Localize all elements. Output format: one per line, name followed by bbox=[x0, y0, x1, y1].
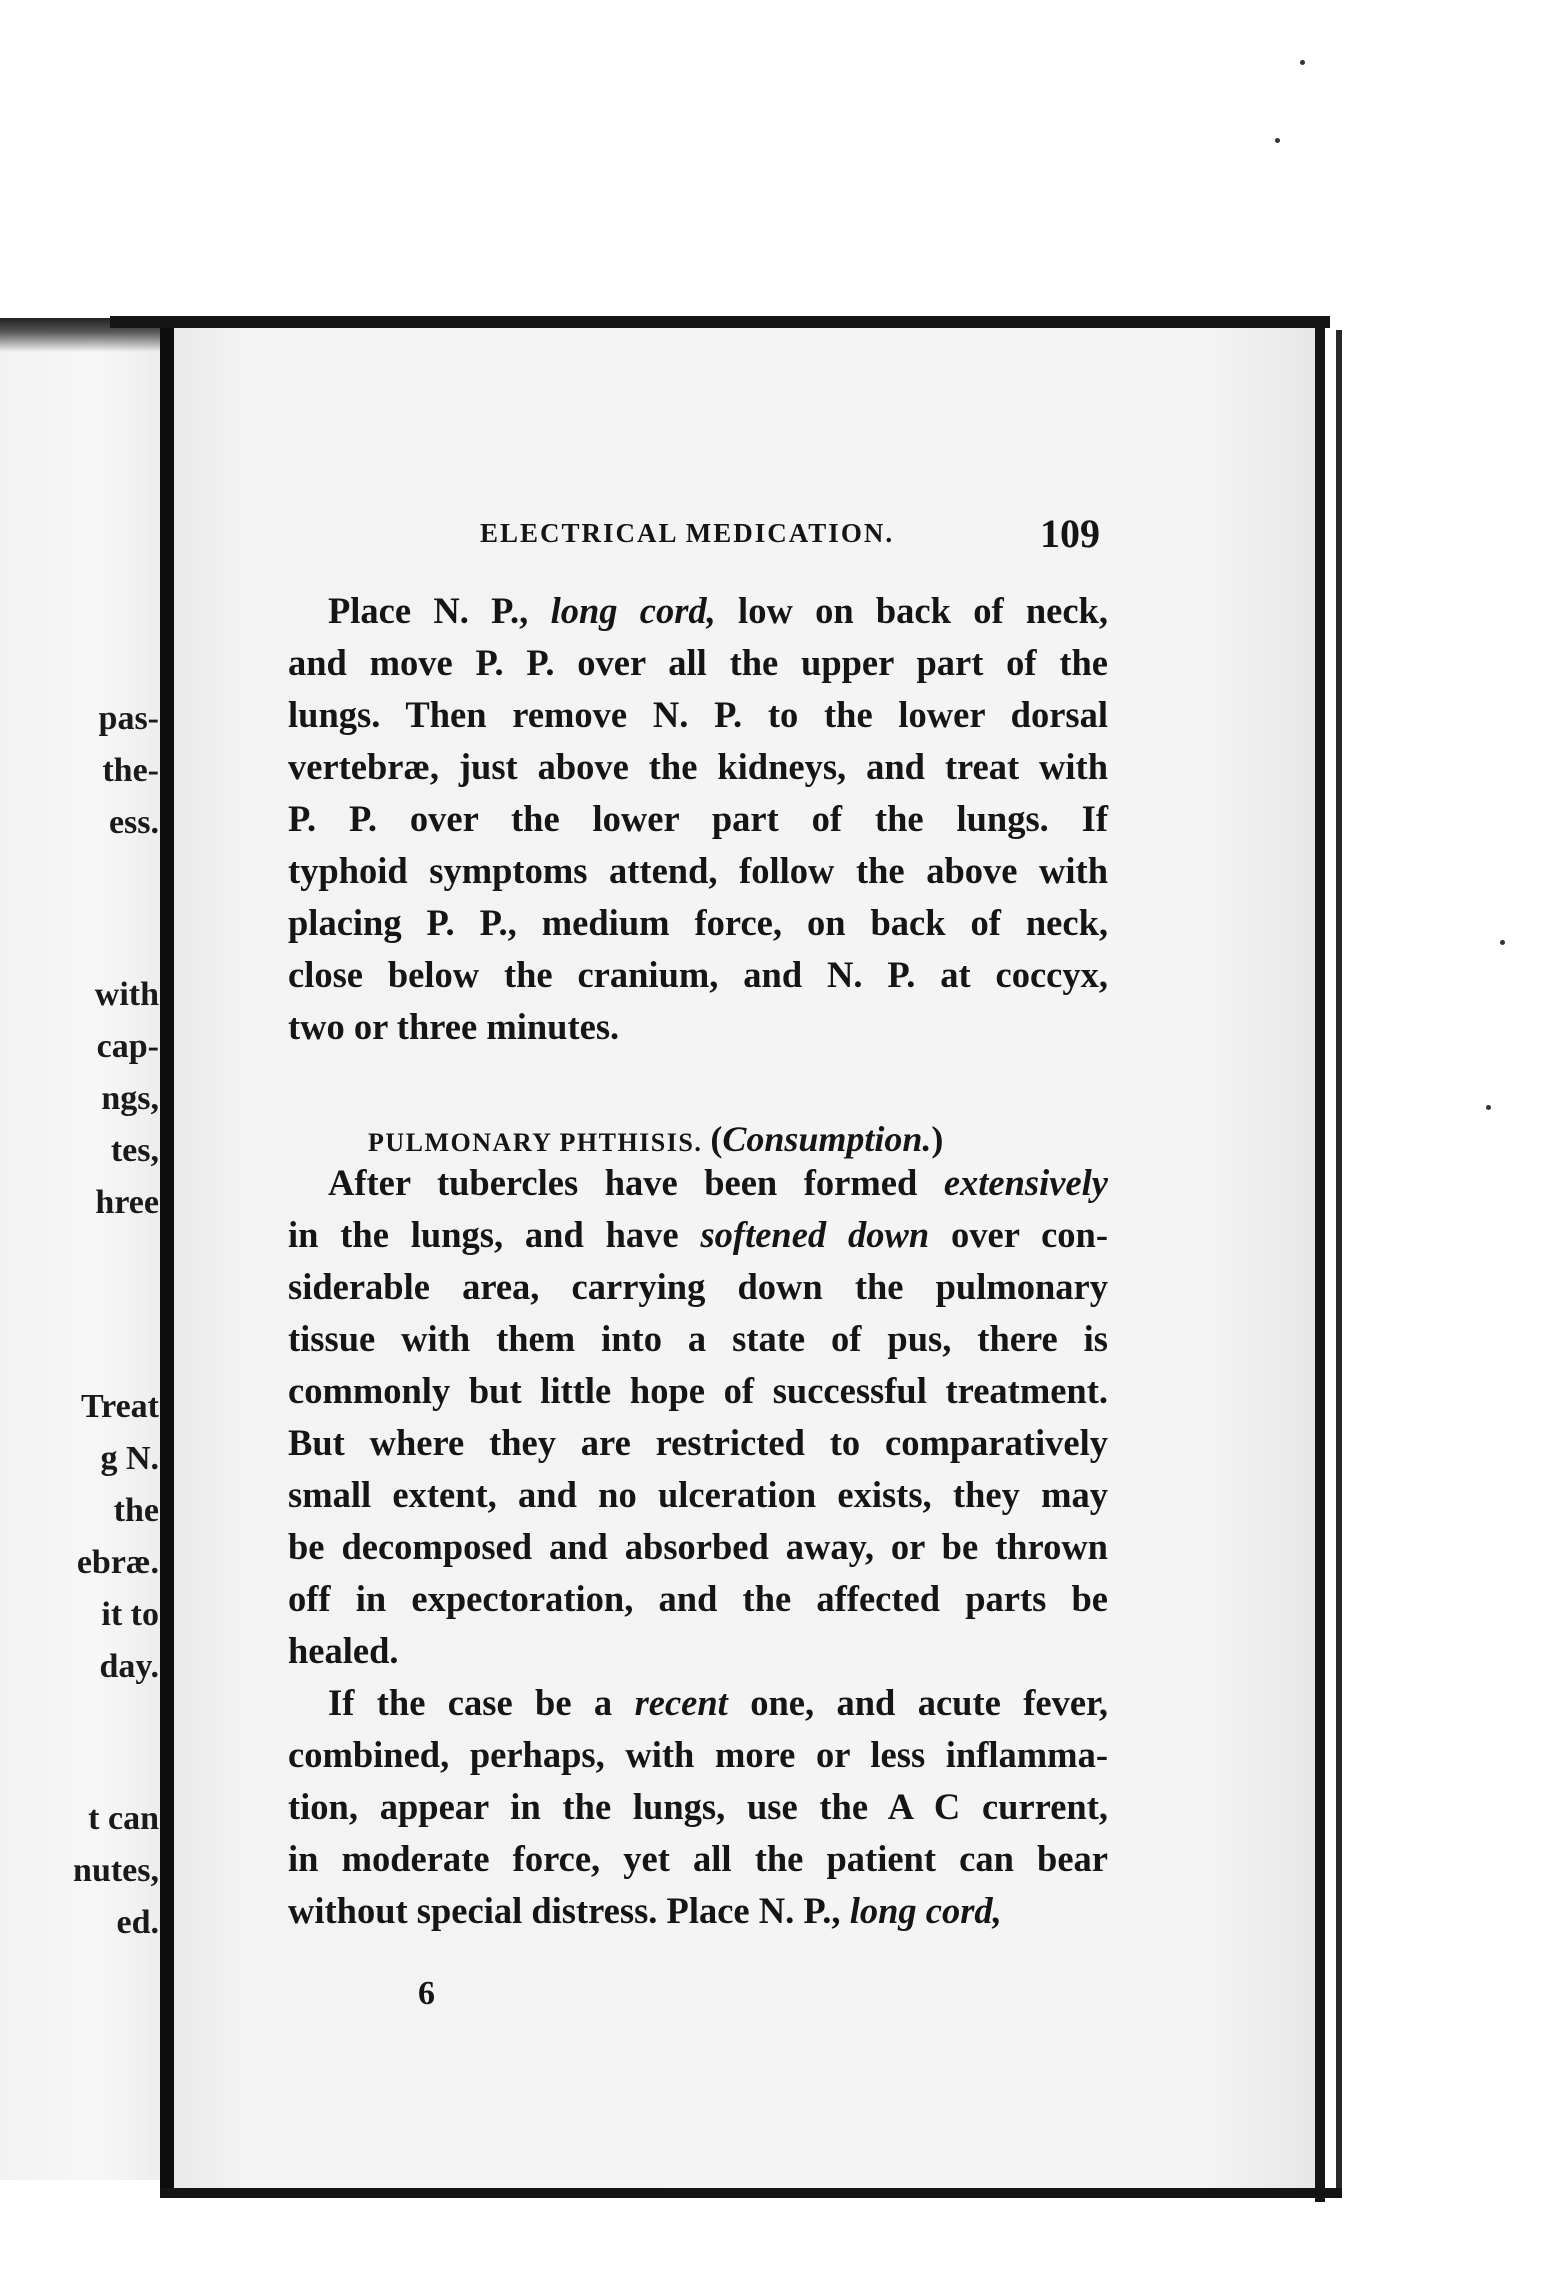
facing-line-fragment: ebræ. bbox=[76, 1544, 159, 1581]
facing-line-fragment: the bbox=[113, 1492, 159, 1529]
italic-phrase: recent bbox=[634, 1682, 728, 1723]
paragraph bbox=[288, 585, 1108, 1053]
italic-phrase: softened down bbox=[700, 1214, 930, 1255]
facing-line-fragment: cap- bbox=[96, 1028, 159, 1065]
page-right-edge bbox=[1315, 322, 1325, 2202]
text-line bbox=[288, 1209, 1108, 1261]
text-run: After tubercles have been formed bbox=[328, 1162, 944, 1203]
text-run: low on back of neck, bbox=[715, 590, 1108, 631]
text-line: placing P. P., medium force, on back of neck, bbox=[288, 902, 1108, 943]
book-spine bbox=[160, 328, 174, 2198]
italic-phrase: long cord, bbox=[849, 1890, 1002, 1931]
text-line bbox=[288, 1677, 1108, 1729]
text-line: off in expectoration, and the affected parts be bbox=[288, 1578, 1108, 1619]
scan-speck bbox=[1300, 60, 1305, 65]
text-line: combined, perhaps, with more or less inflamma- bbox=[288, 1734, 1108, 1775]
text-line: tion, appear in the lungs, use the A C current, bbox=[288, 1786, 1108, 1827]
paragraph bbox=[288, 1157, 1108, 1677]
facing-line-fragment: tes, bbox=[110, 1132, 159, 1169]
text-line: be decomposed and absorbed away, or be thrown bbox=[288, 1526, 1108, 1567]
facing-line-fragment: pas- bbox=[98, 700, 159, 737]
running-head bbox=[480, 510, 1100, 560]
text-line: two or three minutes. bbox=[288, 1006, 620, 1047]
facing-line-fragment: nutes, bbox=[73, 1852, 159, 1889]
section-subtitle: Consumption. bbox=[722, 1119, 932, 1159]
text-line: tissue with them into a state of pus, there is bbox=[288, 1318, 1108, 1359]
facing-line-fragment: the- bbox=[102, 752, 159, 789]
facing-line-fragment: hree bbox=[95, 1184, 159, 1221]
facing-line-fragment: g N. bbox=[100, 1440, 159, 1477]
text-run: in the lungs, and have bbox=[288, 1214, 701, 1255]
running-title: ELECTRICAL MEDICATION. bbox=[480, 518, 895, 548]
body-text bbox=[288, 585, 1108, 1937]
text-run: Place N. P., bbox=[328, 590, 551, 631]
scan-speck bbox=[1500, 940, 1505, 945]
text-line: commonly but little hope of successful treatment. bbox=[288, 1370, 1108, 1411]
text-line: typhoid symptoms attend, follow the above with bbox=[288, 850, 1108, 891]
text-line: close below the cranium, and N. P. at coccyx, bbox=[288, 954, 1108, 995]
text-line: in moderate force, yet all the patient can bear bbox=[288, 1838, 1108, 1879]
section-heading bbox=[368, 1118, 943, 1170]
facing-line-fragment: ess. bbox=[108, 804, 159, 841]
facing-page-fragment bbox=[0, 318, 165, 2180]
text-line: But where they are restricted to comparatively bbox=[288, 1422, 1108, 1463]
page-number: 109 bbox=[1040, 511, 1100, 556]
facing-line-fragment: Treat bbox=[80, 1388, 159, 1425]
page-bottom-edge bbox=[160, 2188, 1342, 2198]
text-run: over con- bbox=[929, 1214, 1108, 1255]
facing-line-fragment: day. bbox=[99, 1648, 159, 1685]
section-title: PULMONARY PHTHISIS. bbox=[368, 1128, 703, 1157]
text-line: healed. bbox=[288, 1630, 399, 1671]
page-right-edge-inner bbox=[1336, 330, 1342, 2195]
facing-line-fragment: t can bbox=[88, 1800, 159, 1837]
text-line: siderable area, carrying down the pulmonary bbox=[288, 1266, 1108, 1307]
text-line: small extent, and no ulceration exists, they may bbox=[288, 1474, 1108, 1515]
signature-mark: 6 bbox=[418, 1975, 435, 2012]
italic-phrase: long cord, bbox=[550, 590, 716, 631]
scan-speck bbox=[1275, 138, 1280, 143]
facing-line-fragment: with bbox=[94, 976, 159, 1013]
paragraph bbox=[288, 1677, 1108, 1937]
scan-speck bbox=[1486, 1105, 1491, 1110]
text-line: lungs. Then remove N. P. to the lower dorsal bbox=[288, 694, 1108, 735]
text-line bbox=[288, 1885, 1108, 1937]
facing-line-fragment: ngs, bbox=[101, 1080, 159, 1117]
italic-phrase: extensively bbox=[943, 1162, 1108, 1203]
text-line: and move P. P. over all the upper part of the bbox=[288, 642, 1108, 683]
text-run: one, and acute fever, bbox=[727, 1682, 1108, 1723]
facing-line-fragment: it to bbox=[101, 1596, 159, 1633]
text-run: If the case be a bbox=[328, 1682, 635, 1723]
text-run: without special distress. Place N. P., bbox=[288, 1890, 850, 1931]
facing-line-fragment: ed. bbox=[116, 1904, 159, 1941]
text-line bbox=[288, 585, 1108, 637]
text-line: vertebræ, just above the kidneys, and treat with bbox=[288, 746, 1108, 787]
section-subtitle-close: ) bbox=[931, 1119, 944, 1159]
section-subtitle-open: ( bbox=[710, 1119, 723, 1159]
text-line: P. P. over the lower part of the lungs. If bbox=[288, 798, 1108, 839]
page-top-edge bbox=[110, 316, 1330, 328]
